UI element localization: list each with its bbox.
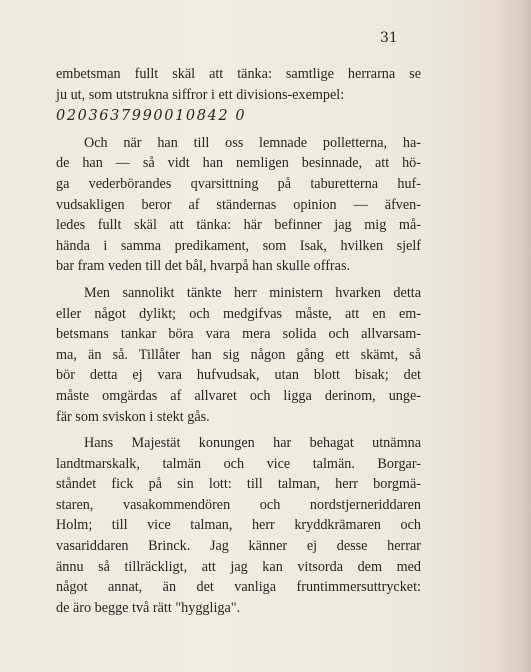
page-edge-shadow xyxy=(495,0,531,672)
text-line: Men sannolikt tänkte herr ministern hvarken detta xyxy=(84,284,421,301)
text-line: något annat, än det vanliga fruntimmersuttrycket: xyxy=(56,579,421,596)
paragraph-1 xyxy=(56,64,421,127)
text-line: de äro begge två rätt "hyggliga". xyxy=(56,599,241,616)
text-line: ga vederbörandes qvarsittning på taburetterna huf- xyxy=(56,175,421,192)
text-line: vudsakligen beror af ständernas opinion — äfven- xyxy=(56,196,421,213)
text-line: staren, vasakommendören och nordstjerneriddaren xyxy=(56,496,421,513)
text-line: ju ut, som utstrukna siffror i ett divisions-exempel: xyxy=(56,86,345,103)
text-line: bör detta ej vara hufvudsak, utan blott bisak; det xyxy=(56,367,421,384)
text-line: fär som sviskon i stekt gås. xyxy=(56,408,210,425)
paragraph-2 xyxy=(56,133,421,277)
text-line: måste omgärdas af allvaret och ligga derinom, unge- xyxy=(56,387,421,404)
text-line: Holm; till vice talman, herr kryddkrämaren och xyxy=(56,517,421,534)
struck-digits-example: 0203637990010842 0 xyxy=(56,108,247,125)
text-line: de han — så vidt han nemligen besinnade, att hö- xyxy=(56,155,421,172)
text-line: vasariddaren Brinck. Jag känner ej desse herrar xyxy=(56,538,421,555)
paragraph-4 xyxy=(56,433,421,618)
text-line: ma, än så. Tillåter han sig någon gång ett skämt, så xyxy=(56,346,421,363)
text-line: betsmans tankar böra vara mera solida och allvarsam- xyxy=(56,326,421,343)
text-line: ännu så tillräckligt, att jag kan vitsorda dem med xyxy=(56,558,421,575)
paragraph-3 xyxy=(56,283,421,427)
text-line: landtmarskalk, talmän och vice talmän. Borgar- xyxy=(56,455,421,472)
page-number: 31 xyxy=(380,30,398,46)
text-line: eller något dylikt; och medgifvas måste, att en em- xyxy=(56,305,421,322)
text-line: embetsman fullt skäl att tänka: samtlige herrarna se xyxy=(56,66,421,82)
text-line: Och när han till oss lemnade polletterna, ha- xyxy=(84,134,421,151)
text-line: Hans Majestät konungen har behagat utnämna xyxy=(84,435,421,452)
body-text xyxy=(56,64,421,624)
text-line: hända i samma predikament, som Isak, hvilken sjelf xyxy=(56,237,421,254)
text-line: ledes fullt skäl att tänka: här befinner jag mig må- xyxy=(56,217,421,234)
text-line: bar fram veden till det bål, hvarpå han skulle offras. xyxy=(56,258,351,275)
text-line: ståndet fick på sin lott: till talman, herr borgmä- xyxy=(56,476,421,493)
